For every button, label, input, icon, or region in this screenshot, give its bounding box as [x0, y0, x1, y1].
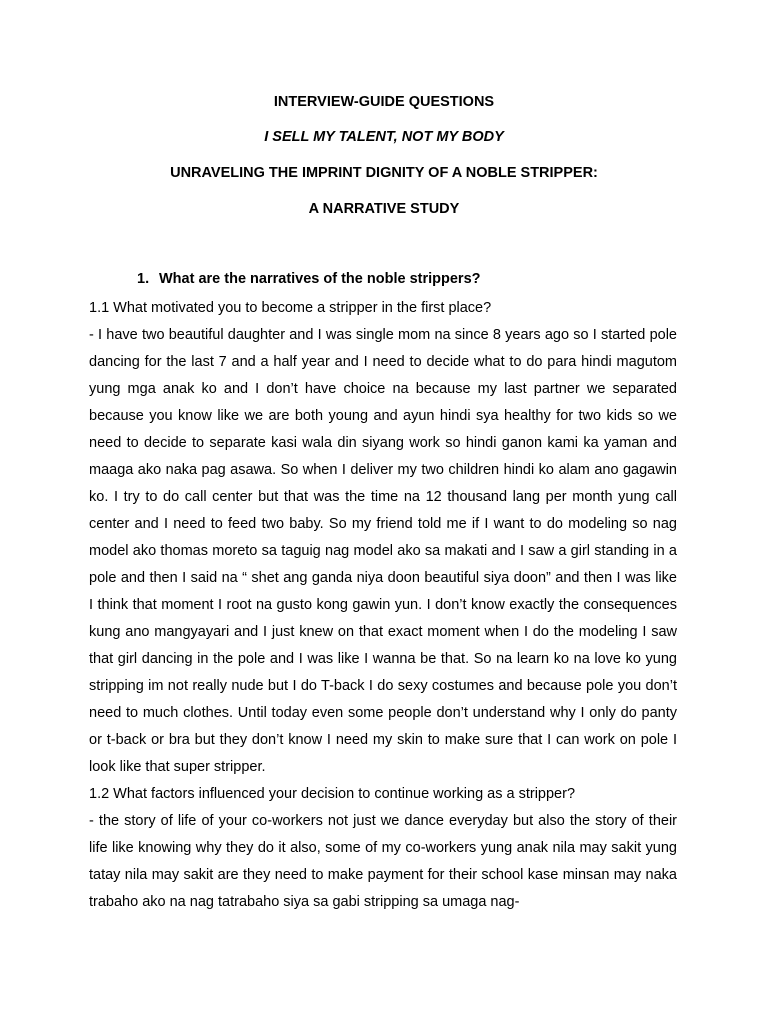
- answer-1-2: - the story of life of your co-workers not just we dance everyday but also the story of their life like knowing why they do it also, some of my co-workers yung anak nila may sakit yung tatay nila may sakit are they need to make payment for their school kase minsan may naka trabaho ako na nag tatrabaho siya sa gabi stripping sa umaga nag-: [89, 813, 677, 910]
- section-title: What are the narratives of the noble strippers?: [159, 271, 481, 287]
- question-1-2: 1.2 What factors influenced your decision to continue working as a stripper?: [89, 786, 576, 802]
- study-type: A NARRATIVE STUDY: [308, 201, 460, 217]
- answer-1-1: - I have two beautiful daughter and I was single mom na since 8 years ago so I started pole dancing for the last 7 and a half year and I need to decide what to do para hindi magutom yung mga anak ko and I don’t have choice na because my last partner we separated because you know like we are both young and ayun hindi sya healthy for two kids so we need to decide to separate kasi wala din siyang work so hindi ganon kami ka yaman and maaga ako naka pag asawa. So when I deliver my two children hindi ko alam ano gagawin ko. I try to do call center but that was the time na 12 thousand lang per month yung call center and I need to feed two baby. So my friend told me if I want to do modeling so nag model ako thomas moreto sa taguig nag model ako sa makati and I saw a girl standing in a pole and then I said na “ shet ang ganda niya doon beautiful siya doon” and then I was like I think that moment I root na gusto kong gawin yun. I don’t know exactly the consequences kung ano mangyayari and I just knew on that exact moment when I do the modeling I saw that girl dancing in the pole and I was like I wanna be that. So na learn ko na love ko yung stripping im not really nude but I do T-back I do sexy costumes and because pole you don’t need to much clothes. Until today even some people don’t understand why I only do panty or t-back or bra but they don’t know I need my skin to make sure that I can work on pole I look like that super stripper.: [89, 327, 677, 775]
- study-title: I SELL MY TALENT, NOT MY BODY: [264, 129, 504, 145]
- study-subtitle: UNRAVELING THE IMPRINT DIGNITY OF A NOBLE STRIPPER:: [170, 165, 598, 181]
- document-body: [89, 295, 677, 916]
- question-1-1: 1.1 What motivated you to become a stripper in the first place?: [89, 300, 492, 316]
- section-number: 1.: [137, 271, 150, 287]
- section-heading: [137, 270, 481, 288]
- document-title: INTERVIEW-GUIDE QUESTIONS: [273, 94, 495, 110]
